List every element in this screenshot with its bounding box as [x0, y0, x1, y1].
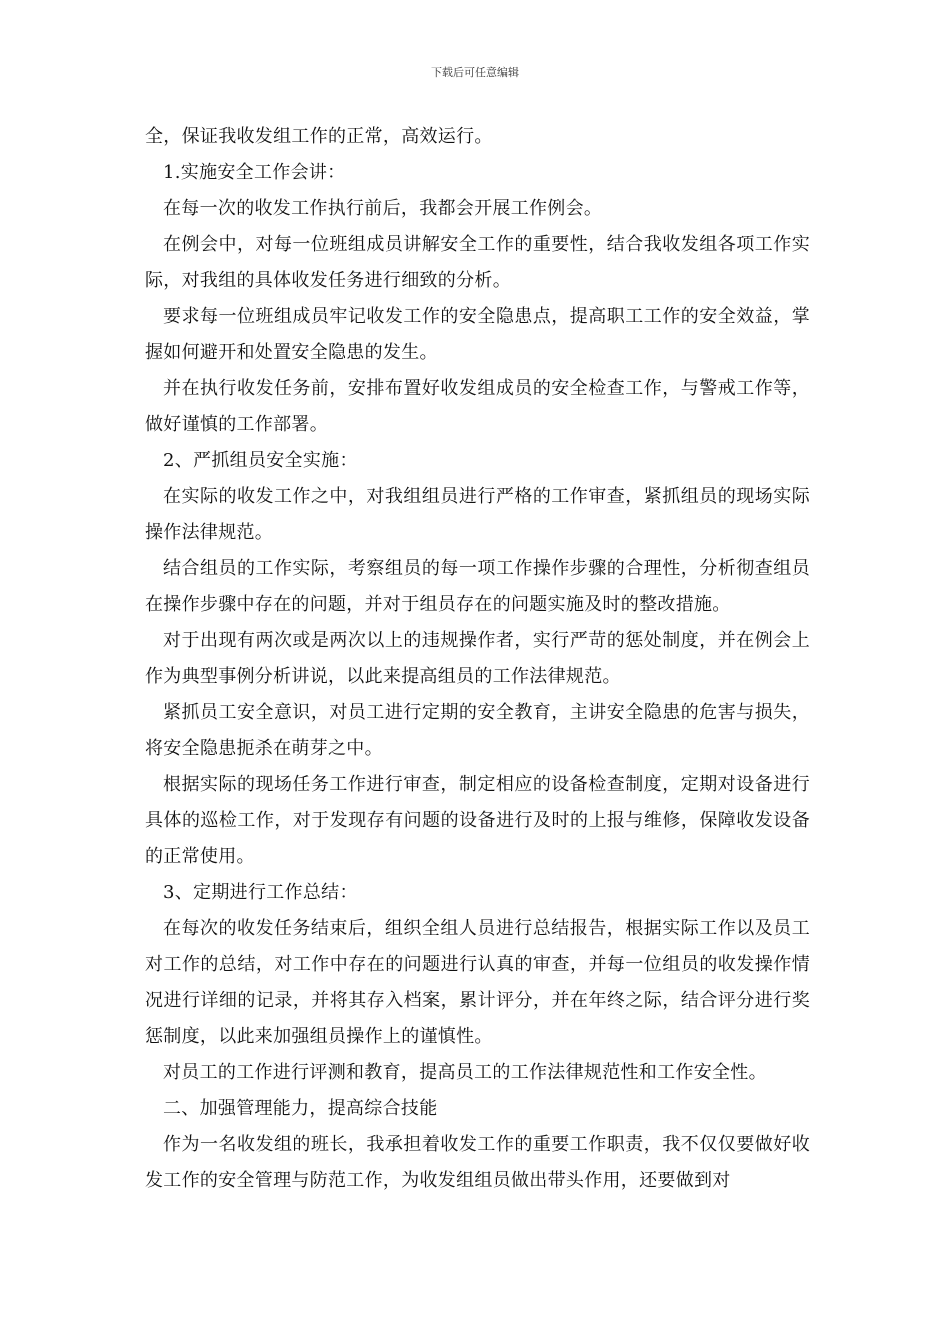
chapter-heading-2: 二、加强管理能力，提高综合技能: [163, 1098, 438, 1119]
header-note: 下载后可任意编辑: [431, 66, 519, 79]
paragraph: 在每一次的收发工作执行前后，我都会开展工作例会。: [163, 198, 603, 219]
paragraph: 在实际的收发工作之中，对我组组员进行严格的工作审查，紧抓组员的现场实际操作法律规范。: [145, 486, 810, 543]
paragraph: 对员工的工作进行评测和教育，提高员工的工作法律规范性和工作安全性。: [163, 1062, 767, 1083]
paragraph: 在每次的收发任务结束后，组织全组人员进行总结报告，根据实际工作以及员工对工作的总结，对工作中存在的问题进行认真的审查，并每一位组员的收发操作情况进行详细的记录，并将其存入档案，累计评分，并在年终之际，结合评分进行奖惩制度，以此来加强组员操作上的谨慎性。: [145, 918, 810, 1047]
paragraph: 作为一名收发组的班长，我承担着收发工作的重要工作职责，我不仅仅要做好收发工作的安全管理与防范工作，为收发组组员做出带头作用，还要做到对: [145, 1134, 810, 1191]
section-heading-2: 2、严抓组员安全实施：: [163, 450, 358, 471]
paragraph: 并在执行收发任务前，安排布置好收发组成员的安全检查工作，与警戒工作等，做好谨慎的工作部署。: [145, 378, 810, 435]
section-heading-1: 1.实施安全工作会讲：: [163, 162, 346, 183]
paragraph-continuation: 全，保证我收发组工作的正常，高效运行。: [145, 126, 493, 147]
section-heading-3: 3、定期进行工作总结：: [163, 882, 358, 903]
paragraph: 要求每一位班组成员牢记收发工作的安全隐患点，提高职工工作的安全效益，掌握如何避开和处置安全隐患的发生。: [145, 306, 810, 363]
paragraph: 对于出现有两次或是两次以上的违规操作者，实行严苛的惩处制度，并在例会上作为典型事例分析讲说，以此来提高组员的工作法律规范。: [145, 630, 810, 687]
document-body: [145, 119, 810, 1199]
paragraph: 在例会中，对每一位班组成员讲解安全工作的重要性，结合我收发组各项工作实际，对我组的具体收发任务进行细致的分析。: [145, 234, 810, 291]
paragraph: 结合组员的工作实际，考察组员的每一项工作操作步骤的合理性，分析彻查组员在操作步骤中存在的问题，并对于组员存在的问题实施及时的整改措施。: [145, 558, 810, 615]
paragraph: 紧抓员工安全意识，对员工进行定期的安全教育，主讲安全隐患的危害与损失，将安全隐患扼杀在萌芽之中。: [145, 702, 810, 759]
paragraph: 根据实际的现场任务工作进行审查，制定相应的设备检查制度，定期对设备进行具体的巡检工作，对于发现存有问题的设备进行及时的上报与维修，保障收发设备的正常使用。: [145, 774, 810, 867]
page-header: [0, 66, 950, 80]
